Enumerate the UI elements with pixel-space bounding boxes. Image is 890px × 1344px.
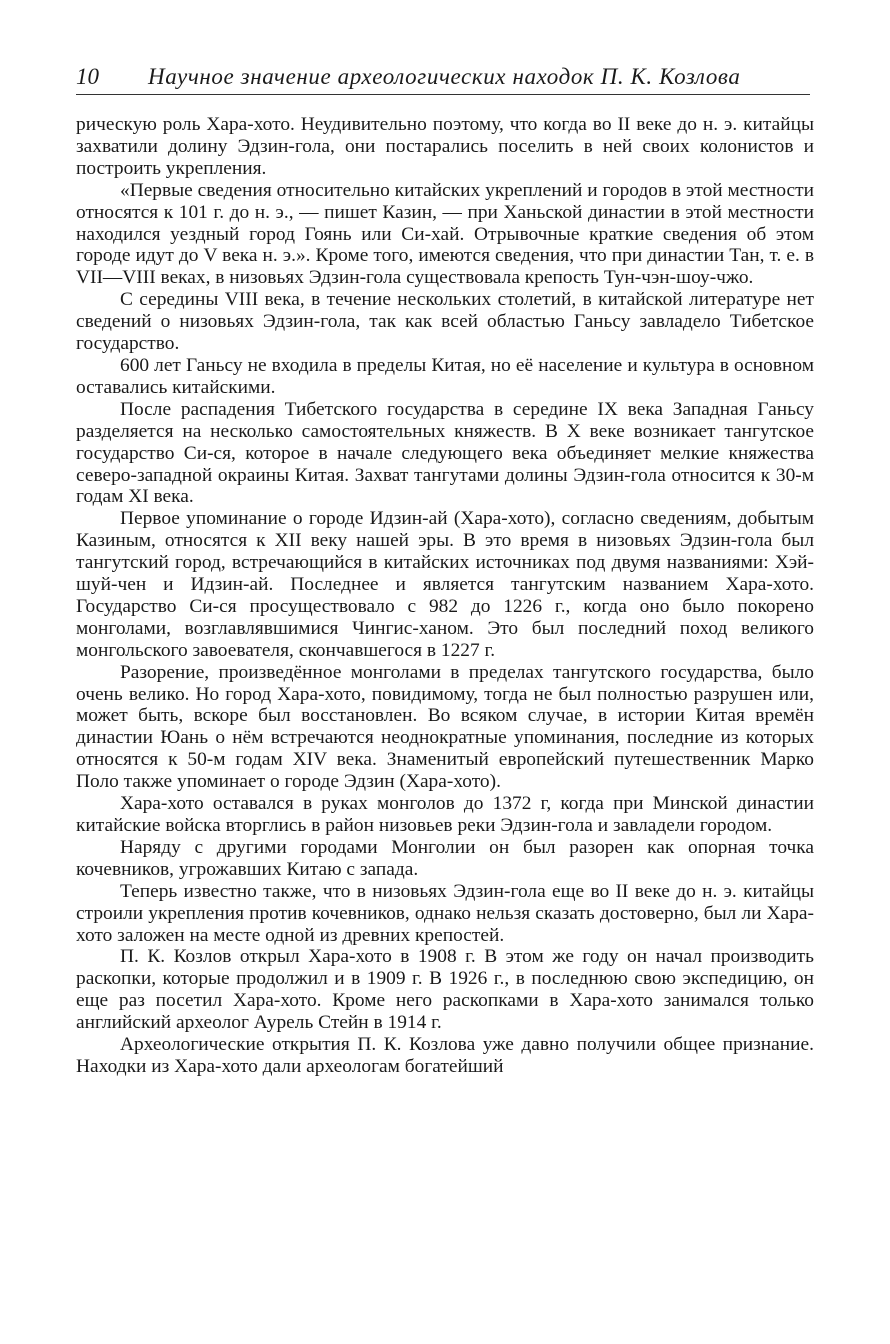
paragraph-8: Хара-хото оставался в руках монголов до 1372 г, когда при Минской династии китайские войска вторглись в район низовьев реки Эдзин-гола и завладели городом. <box>76 793 814 836</box>
paragraph-2: «Первые сведения относительно китайских укреплений и городов в этой местности относятся к 101 г. до н. э., — пишет Казин, — при Ханьской династии в этой местности находился уездный город Гоянь или Си-хай. Отрывочные краткие сведения об этом городе идут до V века н. э.». Кроме того, имеются сведения, что при династии Тан, т. е. в VII—VIII веках, в низовьях Эдзин-гола существовала крепость Тун-чэн-шоу-чжо. <box>76 179 814 289</box>
paragraph-1: рическую роль Хара-хото. Неудивительно поэтому, что когда во II веке до н. э. китайцы захватили долину Эдзин-гола, они постарались поселить в ней своих колонистов и построить укрепления. <box>76 114 814 179</box>
paragraph-5: После распадения Тибетского государства в середине IX века Западная Ганьсу разделяется на несколько самостоятельных княжеств. В X веке возникает тангутское государство Си-ся, которое в начале следующего века объединяет мелкие княжества северо-западной окраины Китая. Захват тангутами долины Эдзин-гола относится к 30-м годам XI века. <box>76 398 814 508</box>
paragraph-9: Наряду с другими городами Монголии он был разорен как опорная точка кочевников, угрожавших Китаю с запада. <box>76 836 814 880</box>
paragraph-6: Первое упоминание о городе Идзин-ай (Хара-хото), согласно сведениям, добытым Казиным, относятся к XII веку нашей эры. В это время в низовьях Эдзин-гола был тангутский город, встречающийся в китайских источниках под двумя названиями: Хэй-шуй-чен и Идзин-ай. Последнее и является тангутским названием Хара-хото. Государство Си-ся просуществовало с 982 до 1226 г., когда оно было покорено монголами, возглавлявшимися Чингис-ханом. Это был последний поход великого монгольского завоевателя, скончавшегося в 1227 г. <box>76 508 814 661</box>
running-header <box>76 62 810 95</box>
paragraph-3: С середины VIII века, в течение нескольких столетий, в китайской литературе нет сведений о низовьях Эдзин-гола, так как всей областью Ганьсу завладело Тибетское государство. <box>76 289 814 355</box>
page-number: 10 <box>76 64 99 89</box>
running-title: Научное значение археологических находок П. К. Козлова <box>148 64 741 89</box>
paragraph-11: П. К. Козлов открыл Хара-хото в 1908 г. В этом же году он начал производить раскопки, которые продолжил и в 1909 г. В 1926 г., в последнюю свою экспедицию, он еще раз посетил Хара-хото. Кроме него раскопками в Хара-хото занимался только английский археолог Аурель Стейн в 1914 г. <box>76 946 814 1034</box>
paragraph-4: 600 лет Ганьсу не входила в пределы Китая, но её население и культура в основном оставались китайскими. <box>76 354 814 398</box>
paragraph-10: Теперь известно также, что в низовьях Эдзин-гола еще во II веке до н. э. китайцы строили укрепления против кочевников, однако нельзя сказать достоверно, был ли Хара-хото заложен на месте одной из древних крепостей. <box>76 880 814 946</box>
paragraph-12: Археологические открытия П. К. Козлова уже давно получили общее признание. Находки из Хара-хото дали археологам богатейший <box>76 1034 814 1077</box>
body-text <box>76 114 814 1078</box>
paragraph-7: Разорение, произведённое монголами в пределах тангутского государства, было очень велико. Но город Хара-хото, повидимому, тогда не был полностью разрушен или, может быть, вскоре был восстановлен. Во всяком случае, в истории Китая времён династии Юань о нём встречаются неоднократные упоминания, последние из которых относятся к 50-м годам XIV века. Знаменитый европейский путешественник Марко Поло также упоминает о городе Эдзин (Хара-хото). <box>76 661 814 793</box>
